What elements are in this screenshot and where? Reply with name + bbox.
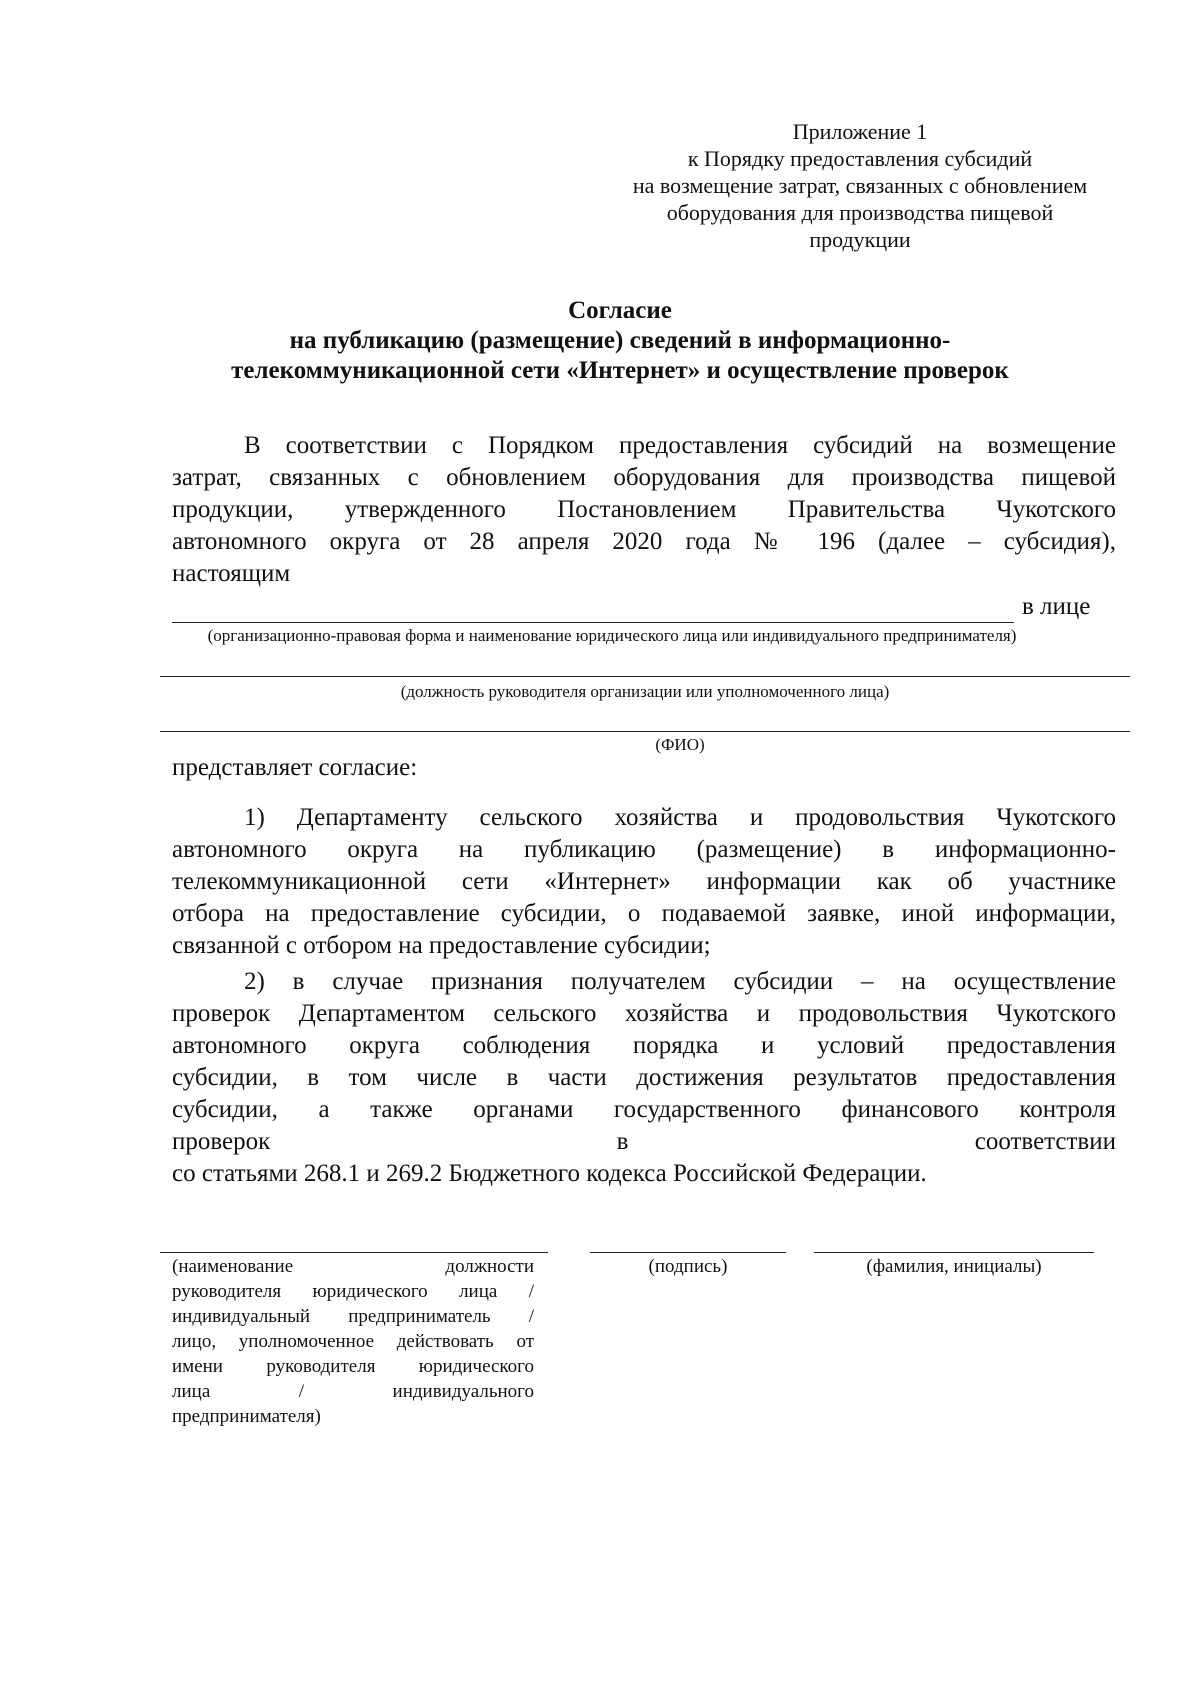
consent-lead-text: представляет согласие: <box>172 754 418 781</box>
signature-name-line[interactable] <box>814 1252 1094 1253</box>
item1-line: автономного округа на публикацию (размещение) в информационно- <box>172 836 1116 863</box>
item2-line: проверок в соответствии <box>172 1128 1116 1155</box>
position-caption-line: (наименование должности <box>172 1256 534 1277</box>
title-line: на публикацию (размещение) сведений в информационно- <box>289 327 951 354</box>
organization-caption: (организационно-правовая форма и наименование юридического лица или индивидуального предпринимателя) <box>207 626 1017 645</box>
consent-lead <box>172 752 1116 784</box>
position-caption-line: лица / индивидуального <box>172 1381 534 1402</box>
intro-line: затрат, связанных с обновлением оборудования для производства пищевой <box>172 464 1116 491</box>
position-caption: (должность руководителя организации или уполномоченного лица) <box>400 682 890 701</box>
item2-line: субсидии, в том числе в части достижения результатов предоставления <box>172 1064 1116 1091</box>
item1-line: связанной с отбором на предоставление субсидии; <box>172 932 711 959</box>
position-caption-line: предпринимателя) <box>172 1406 321 1427</box>
item1-line: отбора на предоставление субсидии, о подаваемой заявке, иной информации, <box>172 900 1116 927</box>
title-line: телекоммуникационной сети «Интернет» и осуществление проверок <box>231 357 1009 384</box>
position-fill-line[interactable] <box>160 676 1130 677</box>
intro-line: продукции, утвержденного Постановлением Правительства Чукотского <box>172 496 1116 523</box>
signature-sign-line[interactable] <box>590 1252 786 1253</box>
item1-line: 1) Департаменту сельского хозяйства и продовольствия Чукотского <box>244 804 1116 831</box>
signature-position-line[interactable] <box>160 1252 548 1253</box>
item2-line: со статьями 268.1 и 269.2 Бюджетного кодекса Российской Федерации. <box>172 1160 927 1187</box>
item2-line: субсидии, а также органами государственного финансового контроля <box>172 1096 1116 1123</box>
appendix-block <box>600 118 1120 253</box>
appendix-line: Приложение 1 <box>792 119 928 144</box>
signature-name-caption: (фамилия, инициалы) <box>866 1256 1042 1277</box>
fio-fill-line[interactable] <box>160 731 1130 732</box>
in-person-label: в лице <box>1022 593 1091 620</box>
item2-line: проверок Департаментом сельского хозяйства и продовольствия Чукотского <box>172 1000 1116 1027</box>
item2-line: автономного округа соблюдения порядка и условий предоставления <box>172 1032 1116 1059</box>
item2-line: 2) в случае признания получателем субсидии – на осуществление <box>244 968 1116 995</box>
organization-fill-line[interactable] <box>172 622 1014 623</box>
appendix-line: к Порядку предоставления субсидий <box>687 146 1033 171</box>
item1-line: телекоммуникационной сети «Интернет» информации как об участнике <box>172 868 1116 895</box>
signature-position-caption <box>172 1254 534 1429</box>
position-caption-line: имени руководителя юридического <box>172 1356 534 1377</box>
position-caption-line: индивидуальный предприниматель / <box>172 1306 534 1327</box>
position-caption-line: руководителя юридического лица / <box>172 1281 534 1302</box>
position-caption-line: лицо, уполномоченное действовать от <box>172 1331 534 1352</box>
consent-item-2 <box>172 966 1116 1190</box>
appendix-line: на возмещение затрат, связанных с обновлением <box>632 173 1088 198</box>
signature-sign-caption: (подпись) <box>648 1256 728 1277</box>
document-title <box>140 296 1100 386</box>
appendix-line: продукции <box>809 227 911 252</box>
intro-line: настоящим <box>172 560 291 587</box>
fio-caption: (ФИО) <box>655 735 705 754</box>
appendix-line: оборудования для производства пищевой <box>666 200 1054 225</box>
intro-paragraph <box>172 430 1116 590</box>
title-line: Согласие <box>568 297 672 324</box>
intro-line: В соответствии с Порядком предоставления субсидий на возмещение <box>244 432 1116 459</box>
intro-line: автономного округа от 28 апреля 2020 года № 196 (далее – субсидия), <box>172 528 1116 555</box>
consent-item-1 <box>172 802 1116 962</box>
